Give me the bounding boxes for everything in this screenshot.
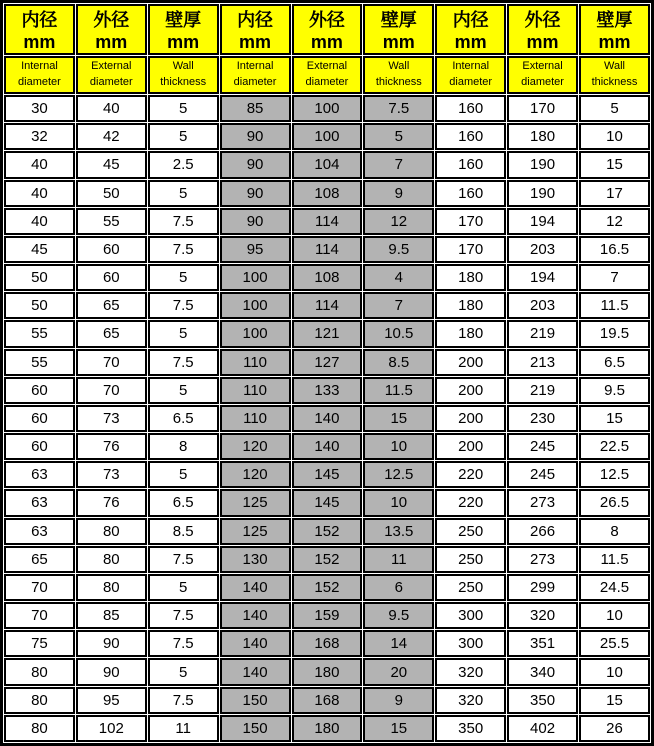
table-cell: 55: [76, 208, 147, 235]
table-row: [4, 123, 650, 150]
table-cell: 5: [148, 320, 219, 347]
header-en-line2: thickness: [160, 76, 207, 88]
table-cell: 10: [579, 602, 650, 629]
table-cell: 7.5: [148, 687, 219, 714]
table-cell: 230: [507, 405, 578, 432]
header-en-line2: diameter: [89, 76, 133, 88]
table-cell: 9.5: [363, 602, 434, 629]
table-cell: 8.5: [363, 349, 434, 376]
table-cell: 7: [363, 292, 434, 319]
table-cell: 160: [435, 95, 506, 122]
table-cell: 7.5: [148, 602, 219, 629]
header-cell-en: [148, 56, 219, 94]
table-cell: 190: [507, 151, 578, 178]
table-cell: 152: [292, 546, 363, 573]
table-cell: 320: [435, 687, 506, 714]
table-cell: 110: [220, 405, 291, 432]
table-cell: 9: [363, 180, 434, 207]
table-cell: 170: [435, 236, 506, 263]
table-cell: 26: [579, 715, 650, 742]
header-cell-en: [363, 56, 434, 94]
table-cell: 108: [292, 180, 363, 207]
header-en-line2: thickness: [375, 76, 422, 88]
table-cell: 100: [220, 292, 291, 319]
table-cell: 90: [220, 151, 291, 178]
table-cell: 2.5: [148, 151, 219, 178]
table-cell: 12.5: [579, 461, 650, 488]
table-cell: 125: [220, 518, 291, 545]
table-row: [4, 687, 650, 714]
header-en-line1: External: [522, 60, 563, 73]
header-en-line1: External: [306, 60, 348, 73]
table-cell: 160: [435, 123, 506, 150]
table-cell: 25.5: [579, 630, 650, 657]
table-cell: 13.5: [363, 518, 434, 545]
table-cell: 180: [435, 320, 506, 347]
header-cell-cjk: 内径mm: [4, 4, 75, 55]
table-cell: 5: [148, 264, 219, 291]
table-cell: 168: [292, 687, 363, 714]
table-cell: 10: [363, 433, 434, 460]
table-cell: 5: [363, 123, 434, 150]
table-row: [4, 349, 650, 376]
table-cell: 220: [435, 489, 506, 516]
table-header: [4, 4, 650, 94]
header-cell-en: [579, 56, 650, 94]
table-cell: 108: [292, 264, 363, 291]
header-row-en: [4, 56, 650, 94]
table-cell: 110: [220, 349, 291, 376]
header-cell-cjk: 壁厚mm: [148, 4, 219, 55]
header-en-line2: diameter: [449, 76, 493, 88]
table-cell: 60: [4, 377, 75, 404]
header-en-line1: Wall: [388, 60, 410, 73]
table-cell: 76: [76, 433, 147, 460]
table-cell: 152: [292, 518, 363, 545]
table-cell: 11: [363, 546, 434, 573]
table-cell: 15: [579, 687, 650, 714]
table-cell: 6.5: [148, 489, 219, 516]
table-row: [4, 433, 650, 460]
table-cell: 150: [220, 687, 291, 714]
table-cell: 7.5: [148, 630, 219, 657]
table-cell: 65: [76, 320, 147, 347]
table-cell: 170: [507, 95, 578, 122]
header-cell-cjk: 内径mm: [435, 4, 506, 55]
table-cell: 73: [76, 405, 147, 432]
table-row: [4, 715, 650, 742]
table-cell: 6.5: [148, 405, 219, 432]
table-cell: 7.5: [148, 546, 219, 573]
table-cell: 273: [507, 489, 578, 516]
table-cell: 140: [220, 658, 291, 685]
table-cell: 120: [220, 461, 291, 488]
table-cell: 42: [76, 123, 147, 150]
table-cell: 80: [76, 546, 147, 573]
table-cell: 45: [4, 236, 75, 263]
table-row: [4, 405, 650, 432]
table-cell: 90: [220, 208, 291, 235]
table-cell: 145: [292, 461, 363, 488]
table-row: [4, 377, 650, 404]
table-cell: 70: [4, 574, 75, 601]
table-cell: 203: [507, 292, 578, 319]
table-cell: 5: [579, 95, 650, 122]
table-cell: 340: [507, 658, 578, 685]
table-cell: 220: [435, 461, 506, 488]
table-cell: 140: [220, 602, 291, 629]
table-cell: 11: [148, 715, 219, 742]
table-cell: 114: [292, 208, 363, 235]
table-cell: 12: [579, 208, 650, 235]
table-cell: 73: [76, 461, 147, 488]
table-cell: 5: [148, 574, 219, 601]
table-cell: 80: [4, 715, 75, 742]
table-cell: 80: [4, 658, 75, 685]
table-row: [4, 658, 650, 685]
table-cell: 245: [507, 433, 578, 460]
table-cell: 55: [4, 320, 75, 347]
header-cell-cjk: 壁厚mm: [363, 4, 434, 55]
table-cell: 10.5: [363, 320, 434, 347]
table-cell: 133: [292, 377, 363, 404]
table-row: [4, 461, 650, 488]
table-cell: 63: [4, 461, 75, 488]
header-cell-cjk: 外径mm: [292, 4, 363, 55]
table-cell: 273: [507, 546, 578, 573]
table-cell: 80: [76, 574, 147, 601]
header-cell-en: [507, 56, 578, 94]
table-row: [4, 602, 650, 629]
table-cell: 8: [579, 518, 650, 545]
header-cell-en: [4, 56, 75, 94]
table-cell: 6.5: [579, 349, 650, 376]
table-cell: 140: [292, 433, 363, 460]
table-cell: 63: [4, 518, 75, 545]
table-cell: 11.5: [579, 292, 650, 319]
table-cell: 140: [220, 630, 291, 657]
table-cell: 350: [435, 715, 506, 742]
header-en-line1: Internal: [236, 60, 274, 73]
table-cell: 10: [579, 123, 650, 150]
table-cell: 219: [507, 320, 578, 347]
table-cell: 219: [507, 377, 578, 404]
header-en-line2: diameter: [233, 76, 277, 88]
table-cell: 250: [435, 546, 506, 573]
header-en-line1: Wall: [604, 60, 625, 73]
table-cell: 40: [4, 208, 75, 235]
table-row: [4, 95, 650, 122]
table-cell: 8: [148, 433, 219, 460]
table-cell: 15: [579, 405, 650, 432]
header-en-line2: diameter: [305, 76, 349, 88]
header-cell-en: [292, 56, 363, 94]
table-cell: 300: [435, 630, 506, 657]
table-cell: 22.5: [579, 433, 650, 460]
header-en-line1: Internal: [21, 60, 58, 73]
header-en-line1: External: [91, 60, 132, 73]
table-cell: 40: [76, 95, 147, 122]
table-row: [4, 546, 650, 573]
table-cell: 266: [507, 518, 578, 545]
table-cell: 100: [292, 95, 363, 122]
table-cell: 320: [435, 658, 506, 685]
table-cell: 125: [220, 489, 291, 516]
table-cell: 140: [292, 405, 363, 432]
table-cell: 121: [292, 320, 363, 347]
table-cell: 180: [435, 264, 506, 291]
table-cell: 90: [76, 630, 147, 657]
table-cell: 14: [363, 630, 434, 657]
table-cell: 5: [148, 658, 219, 685]
table-cell: 15: [363, 405, 434, 432]
table-cell: 11.5: [579, 546, 650, 573]
table-cell: 65: [76, 292, 147, 319]
table-cell: 5: [148, 461, 219, 488]
table-cell: 15: [363, 715, 434, 742]
table-cell: 7: [579, 264, 650, 291]
table-cell: 4: [363, 264, 434, 291]
table-cell: 159: [292, 602, 363, 629]
table-cell: 70: [76, 349, 147, 376]
header-cell-cjk: 内径mm: [220, 4, 291, 55]
table-row: [4, 264, 650, 291]
header-cell-cjk: 壁厚mm: [579, 4, 650, 55]
table-cell: 6: [363, 574, 434, 601]
header-en-line1: Wall: [172, 60, 194, 73]
table-cell: 95: [220, 236, 291, 263]
table-cell: 55: [4, 349, 75, 376]
table-cell: 9.5: [579, 377, 650, 404]
table-row: [4, 292, 650, 319]
table-cell: 180: [292, 658, 363, 685]
table-cell: 90: [76, 658, 147, 685]
table-cell: 5: [148, 123, 219, 150]
table-cell: 95: [76, 687, 147, 714]
table-cell: 76: [76, 489, 147, 516]
table-cell: 203: [507, 236, 578, 263]
table-cell: 10: [363, 489, 434, 516]
table-cell: 100: [220, 320, 291, 347]
table-row: [4, 180, 650, 207]
table-cell: 20: [363, 658, 434, 685]
table-cell: 8.5: [148, 518, 219, 545]
table-cell: 300: [435, 602, 506, 629]
table-cell: 5: [148, 95, 219, 122]
header-cell-en: [76, 56, 147, 94]
table-cell: 50: [4, 292, 75, 319]
table-cell: 10: [579, 658, 650, 685]
table-cell: 200: [435, 433, 506, 460]
table-cell: 63: [4, 489, 75, 516]
table-row: [4, 518, 650, 545]
table-cell: 85: [76, 602, 147, 629]
table-cell: 16.5: [579, 236, 650, 263]
table-cell: 12.5: [363, 461, 434, 488]
table-cell: 7.5: [148, 236, 219, 263]
table-cell: 200: [435, 377, 506, 404]
header-cell-cjk: 外径mm: [76, 4, 147, 55]
table-cell: 145: [292, 489, 363, 516]
table-cell: 7.5: [148, 349, 219, 376]
table-cell: 7: [363, 151, 434, 178]
table-row: [4, 574, 650, 601]
header-cell-en: [220, 56, 291, 94]
table-cell: 30: [4, 95, 75, 122]
table-cell: 160: [435, 151, 506, 178]
table-row: [4, 151, 650, 178]
table-cell: 200: [435, 405, 506, 432]
table-cell: 7.5: [148, 292, 219, 319]
table-cell: 11.5: [363, 377, 434, 404]
table-cell: 180: [292, 715, 363, 742]
table-cell: 40: [4, 151, 75, 178]
table-cell: 70: [4, 602, 75, 629]
header-row-cjk: [4, 4, 650, 55]
table-cell: 160: [435, 180, 506, 207]
table-cell: 140: [220, 574, 291, 601]
table-cell: 104: [292, 151, 363, 178]
table-cell: 60: [76, 264, 147, 291]
header-en-line2: diameter: [18, 76, 61, 88]
table-cell: 100: [292, 123, 363, 150]
table-cell: 65: [4, 546, 75, 573]
table-cell: 250: [435, 574, 506, 601]
table-cell: 110: [220, 377, 291, 404]
table-cell: 17: [579, 180, 650, 207]
table-cell: 180: [435, 292, 506, 319]
header-en-line2: diameter: [521, 76, 564, 88]
table-cell: 32: [4, 123, 75, 150]
table-cell: 5: [148, 180, 219, 207]
table-cell: 90: [220, 123, 291, 150]
table-cell: 180: [507, 123, 578, 150]
table-row: [4, 208, 650, 235]
table-cell: 7.5: [363, 95, 434, 122]
table-cell: 50: [4, 264, 75, 291]
table-cell: 100: [220, 264, 291, 291]
table-cell: 102: [76, 715, 147, 742]
table-cell: 127: [292, 349, 363, 376]
table-cell: 351: [507, 630, 578, 657]
table-cell: 45: [76, 151, 147, 178]
table-cell: 250: [435, 518, 506, 545]
table-cell: 40: [4, 180, 75, 207]
table-cell: 114: [292, 292, 363, 319]
table-cell: 130: [220, 546, 291, 573]
table-cell: 80: [76, 518, 147, 545]
table-cell: 60: [4, 405, 75, 432]
table-cell: 150: [220, 715, 291, 742]
table-cell: 90: [220, 180, 291, 207]
table-cell: 60: [76, 236, 147, 263]
table-cell: 299: [507, 574, 578, 601]
table-cell: 120: [220, 433, 291, 460]
table-cell: 70: [76, 377, 147, 404]
header-en-line1: Internal: [452, 60, 490, 73]
table-cell: 213: [507, 349, 578, 376]
table-cell: 26.5: [579, 489, 650, 516]
table-row: [4, 320, 650, 347]
table-cell: 85: [220, 95, 291, 122]
table-row: [4, 236, 650, 263]
table-cell: 7.5: [148, 208, 219, 235]
table-cell: 245: [507, 461, 578, 488]
table-cell: 152: [292, 574, 363, 601]
table-cell: 9: [363, 687, 434, 714]
table-cell: 12: [363, 208, 434, 235]
table-cell: 114: [292, 236, 363, 263]
table-cell: 190: [507, 180, 578, 207]
table-cell: 194: [507, 264, 578, 291]
table-cell: 320: [507, 602, 578, 629]
table-cell: 350: [507, 687, 578, 714]
table-cell: 5: [148, 377, 219, 404]
table-cell: 402: [507, 715, 578, 742]
table-row: [4, 630, 650, 657]
header-en-line2: thickness: [591, 76, 638, 88]
table-cell: 19.5: [579, 320, 650, 347]
table-body: [4, 95, 650, 742]
table-cell: 15: [579, 151, 650, 178]
table-cell: 9.5: [363, 236, 434, 263]
table-cell: 168: [292, 630, 363, 657]
table-cell: 60: [4, 433, 75, 460]
table-cell: 80: [4, 687, 75, 714]
table-cell: 24.5: [579, 574, 650, 601]
table-cell: 194: [507, 208, 578, 235]
table-cell: 50: [76, 180, 147, 207]
table-cell: 170: [435, 208, 506, 235]
header-cell-en: [435, 56, 506, 94]
table-row: [4, 489, 650, 516]
table-cell: 200: [435, 349, 506, 376]
header-cell-cjk: 外径mm: [507, 4, 578, 55]
table-cell: 75: [4, 630, 75, 657]
